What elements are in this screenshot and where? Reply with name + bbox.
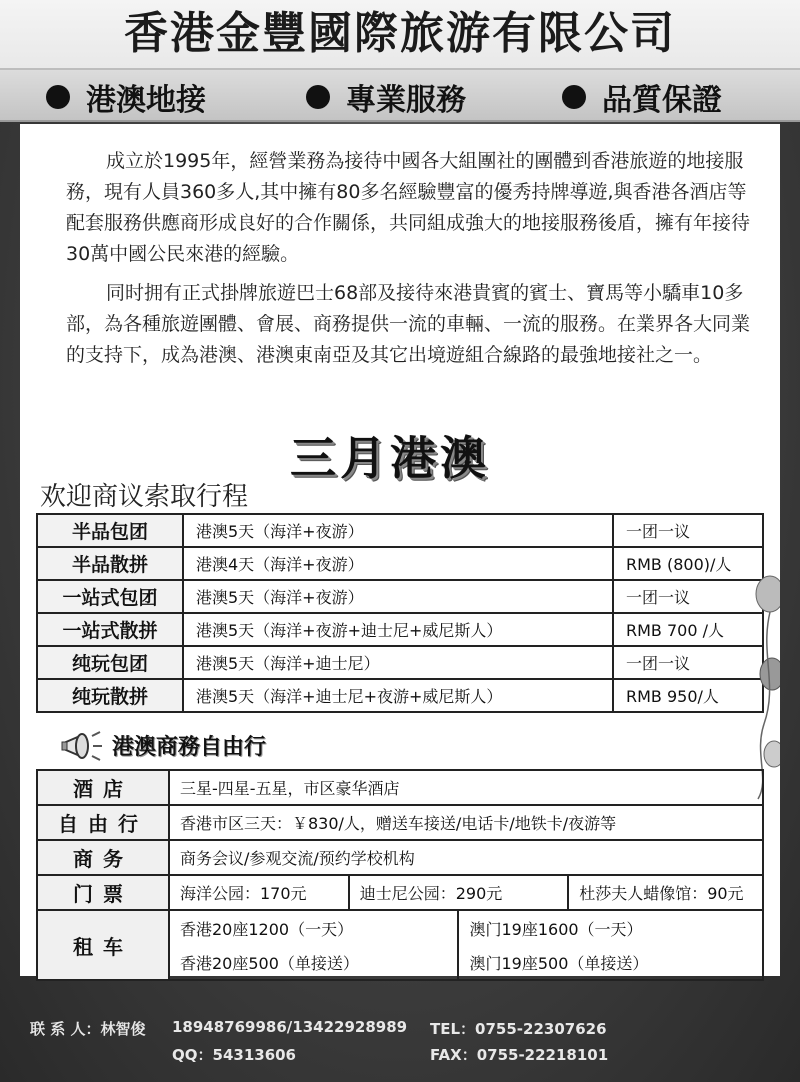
intro-text-1: 成立於1995年，經營業務為接待中國各大組團社的團體到香港旅遊的地接服務，現有人員360多人,其中擁有80多名經驗豐富的優秀持牌導遊,與香港各酒店等配套服務供應商形成良好的合作關係，共同組成強大的地接服務後盾，擁有年接待30萬中國公民來港的經驗。 — [66, 150, 751, 265]
main-panel — [20, 124, 780, 976]
slogan-text: 品質保證 — [602, 83, 722, 118]
free-travel-value: 香港市区三天：￥830/人，赠送车接送/电话卡/地铁卡/夜游等 — [169, 805, 763, 840]
business-label: 商务 — [37, 840, 169, 875]
contact-phones: 18948769986/13422928989 — [172, 1018, 408, 1036]
route-price: RMB 700 /人 — [613, 613, 763, 646]
ticket-disneyland: 迪士尼公园：290元 — [349, 875, 568, 910]
bullet-icon — [46, 85, 70, 109]
route-type: 一站式散拼 — [37, 613, 183, 646]
slogan-3 — [562, 78, 722, 116]
route-price: 一团一议 — [613, 646, 763, 679]
rental-hk-transfer: 香港20座500（单接送） — [169, 945, 458, 980]
company-title: 香港金豐國際旅游有限公司 — [124, 8, 676, 59]
route-desc: 港澳5天（海洋+夜游） — [183, 580, 613, 613]
route-type: 半品散拼 — [37, 547, 183, 580]
table-row — [37, 613, 763, 646]
footer-contact — [0, 990, 800, 1082]
contact-tel: TEL：0755-22307626 — [430, 1020, 607, 1038]
promo-title: 三月港澳 — [290, 431, 490, 485]
rental-hk-day: 香港20座1200（一天） — [169, 910, 458, 945]
slogan-2 — [306, 78, 466, 116]
route-price: RMB (800)/人 — [613, 547, 763, 580]
route-type: 纯玩包团 — [37, 646, 183, 679]
top-header — [0, 0, 800, 122]
contact-qq: QQ：54313606 — [172, 1046, 296, 1064]
route-type: 纯玩散拼 — [37, 679, 183, 712]
table-row — [37, 805, 763, 840]
rental-macau-transfer: 澳门19座500（单接送） — [458, 945, 763, 980]
intro-paragraph-2 — [66, 278, 756, 371]
table-row — [37, 646, 763, 679]
table-row — [37, 910, 763, 945]
megaphone-icon — [60, 728, 104, 764]
route-desc: 港澳5天（海洋+夜游+迪士尼+威尼斯人） — [183, 613, 613, 646]
rental-macau-day: 澳门19座1600（一天） — [458, 910, 763, 945]
business-value: 商务会议/参观交流/预约学校机构 — [169, 840, 763, 875]
business-travel-header — [60, 728, 290, 764]
business-travel-title: 港澳商務自由行 — [112, 735, 267, 760]
table-row — [37, 580, 763, 613]
route-desc: 港澳4天（海洋+夜游） — [183, 547, 613, 580]
route-price: 一团一议 — [613, 580, 763, 613]
hotel-label: 酒店 — [37, 770, 169, 805]
ticket-label: 门票 — [37, 875, 169, 910]
table-row — [37, 547, 763, 580]
route-table — [36, 513, 764, 713]
table-row — [37, 770, 763, 805]
route-type: 一站式包团 — [37, 580, 183, 613]
intro-paragraph-1 — [66, 146, 756, 270]
route-desc: 港澳5天（海洋+迪士尼+夜游+威尼斯人） — [183, 679, 613, 712]
service-table — [36, 769, 764, 981]
ticket-madame-tussauds: 杜莎夫人蜡像馆：90元 — [568, 875, 763, 910]
table-row — [37, 840, 763, 875]
route-desc: 港澳5天（海洋+夜游） — [183, 514, 613, 547]
route-type: 半品包团 — [37, 514, 183, 547]
bullet-icon — [306, 85, 330, 109]
route-desc: 港澳5天（海洋+迪士尼） — [183, 646, 613, 679]
contact-fax: FAX：0755-22218101 — [430, 1046, 609, 1064]
bullet-icon — [562, 85, 586, 109]
ticket-ocean-park: 海洋公园：170元 — [169, 875, 349, 910]
free-travel-label: 自由行 — [37, 805, 169, 840]
balloon-decoration-icon — [740, 564, 780, 804]
route-price: 一团一议 — [613, 514, 763, 547]
rental-label: 租车 — [37, 910, 169, 980]
table-row — [37, 679, 763, 712]
slogan-text: 港澳地接 — [86, 83, 206, 118]
slogan-1 — [46, 78, 206, 116]
hotel-value: 三星-四星-五星，市区豪华酒店 — [169, 770, 763, 805]
table-row — [37, 875, 763, 910]
route-price: RMB 950/人 — [613, 679, 763, 712]
contact-person: 联 系 人：林智俊 — [30, 1020, 146, 1038]
table-row — [37, 514, 763, 547]
slogan-text: 專業服務 — [346, 83, 466, 118]
welcome-text: 欢迎商议索取行程 — [40, 482, 249, 512]
intro-text-2: 同时拥有正式掛牌旅遊巴士68部及接待來港貴賓的賓士、寶馬等小驕車10多部，為各種旅遊團體、會展、商務提供一流的車輛、一流的服務。在業界各大同業的支持下，成為港澳、港澳東南亞及其它出境遊組合線路的最強地接社之一。 — [66, 282, 751, 366]
slogan-bar — [0, 68, 800, 122]
